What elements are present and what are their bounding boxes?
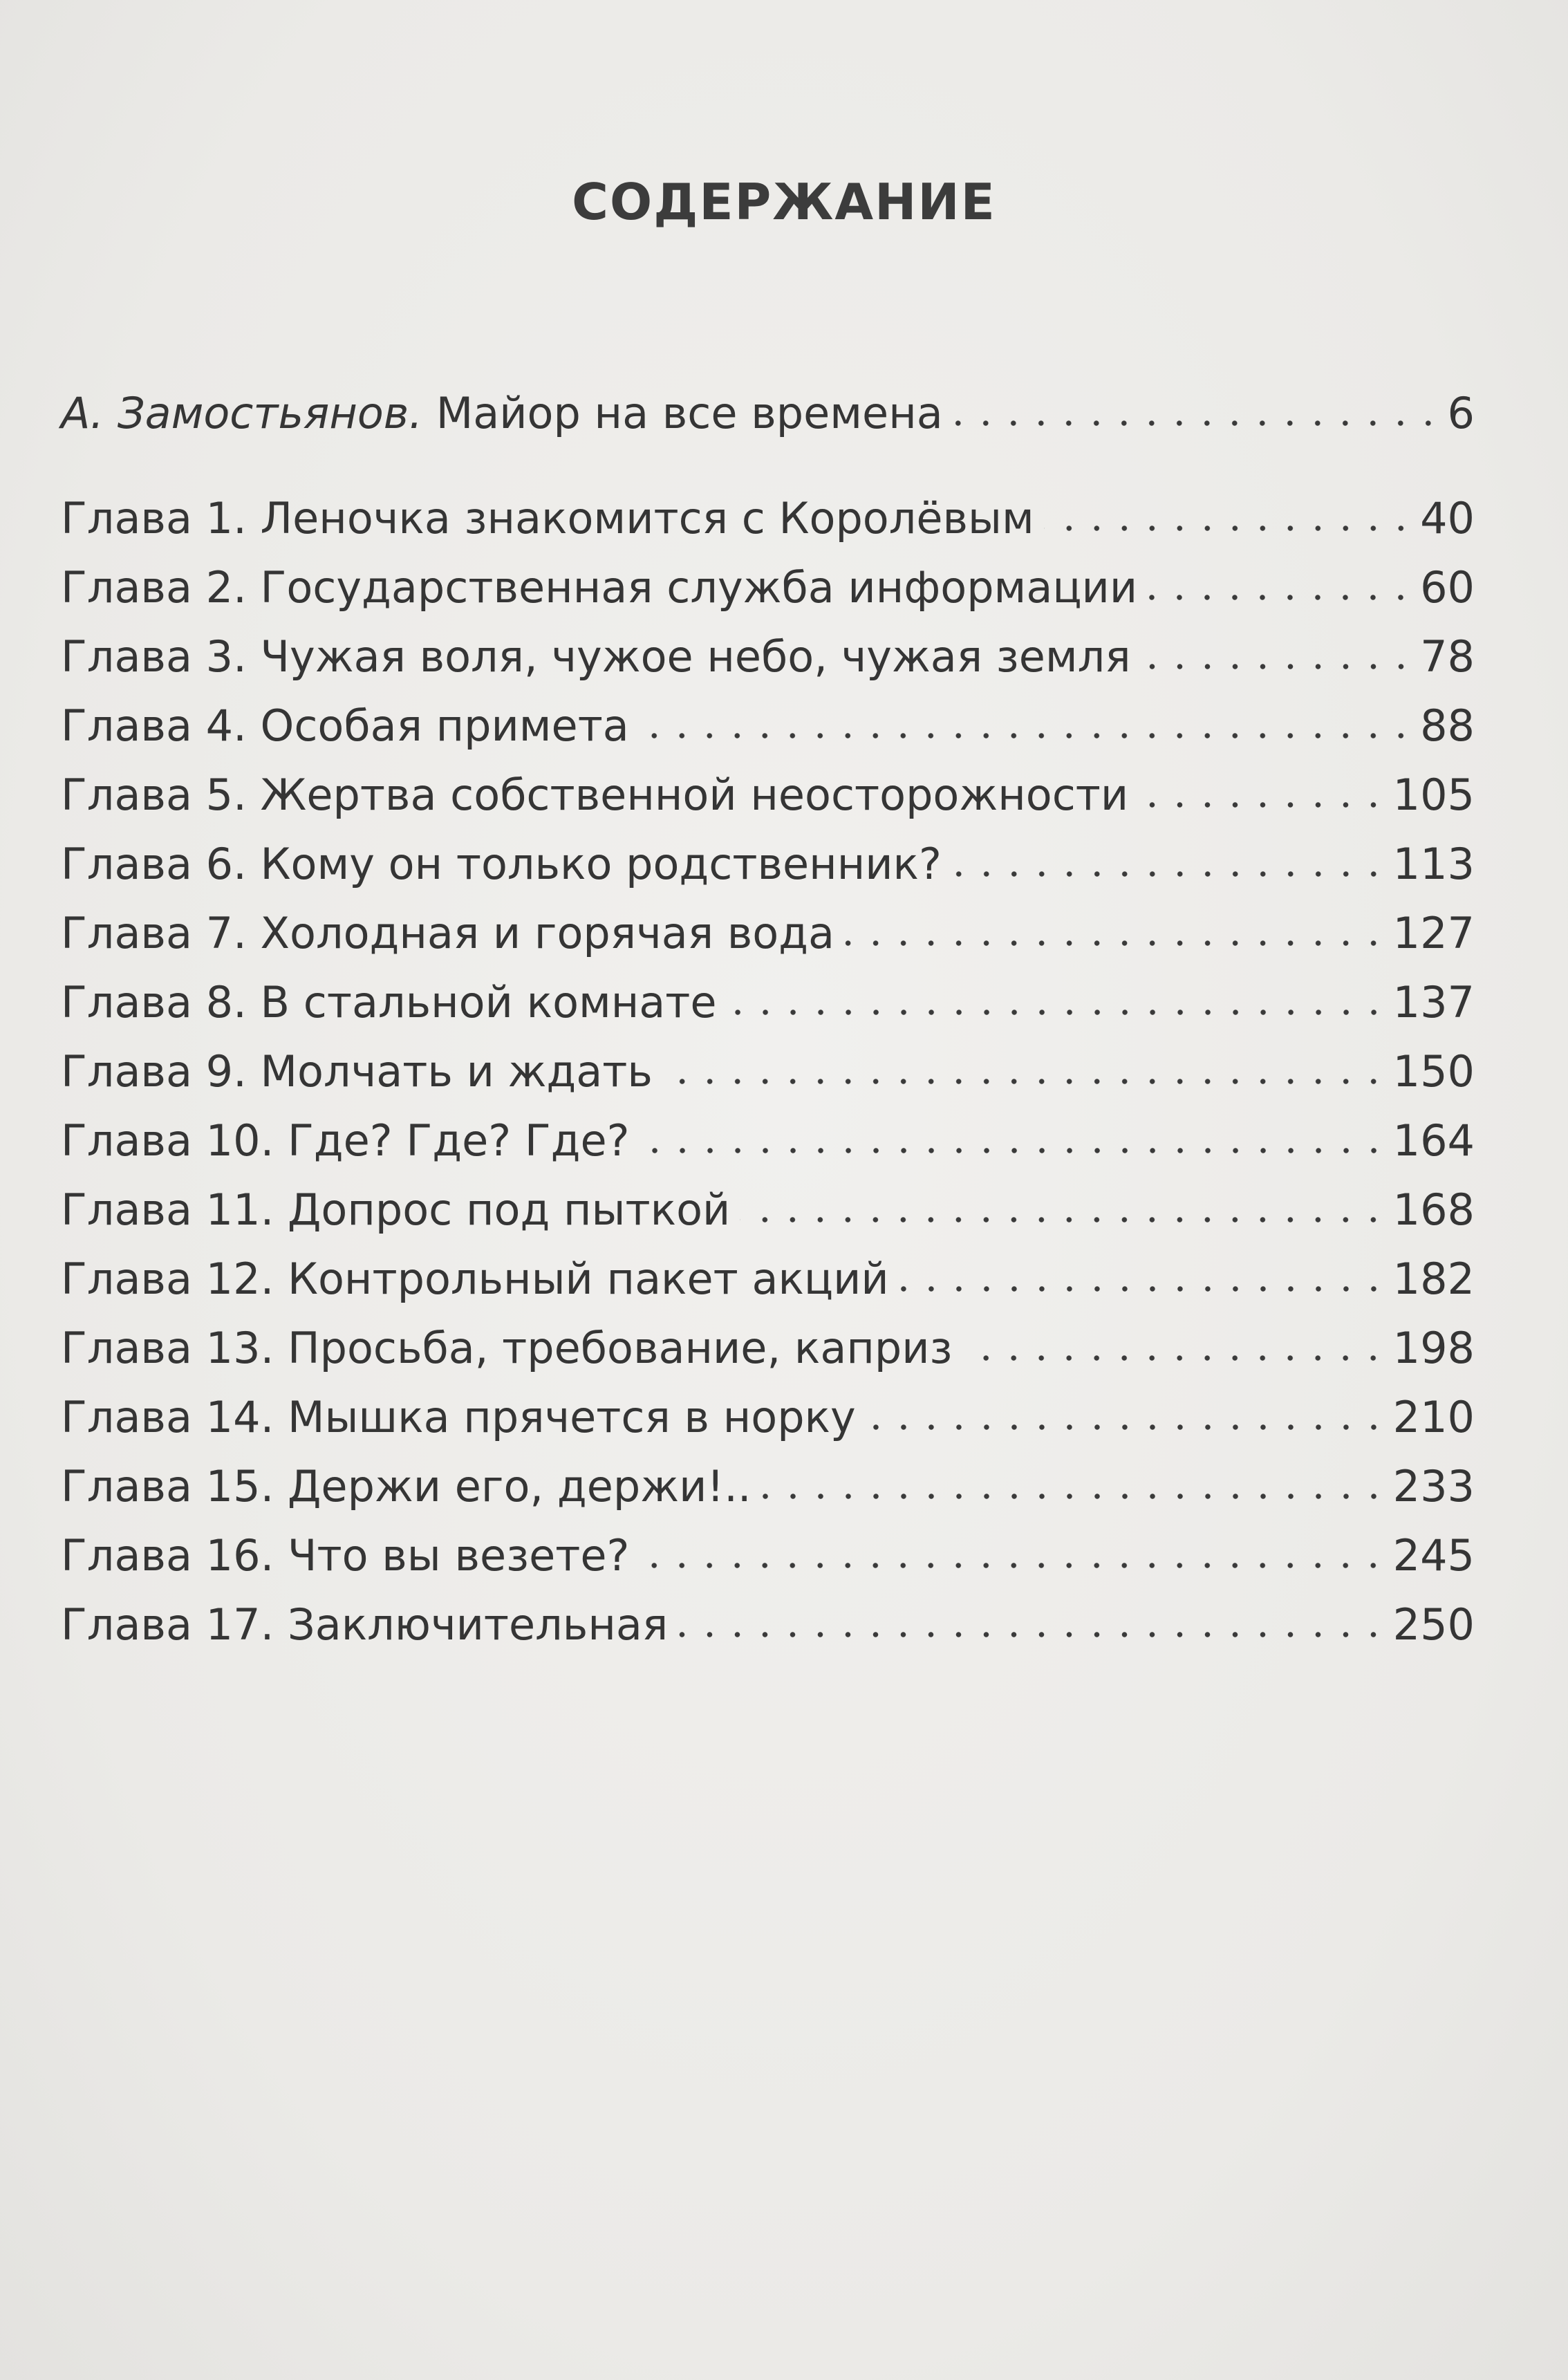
page-title: СОДЕРЖАНИЕ <box>572 173 996 231</box>
toc-chapter-entry <box>61 1590 1475 1660</box>
dot-leader <box>662 1079 1388 1084</box>
toc-page-number: 105 <box>1392 770 1475 820</box>
dot-leader <box>1138 802 1387 808</box>
toc-chapter-entry <box>61 1245 1475 1314</box>
toc-chapter-title: Глава 10. Где? Где? Где? <box>61 1115 630 1166</box>
toc-page-number: 60 <box>1420 562 1475 613</box>
toc-chapter-title: Глава 12. Контрольный пакет акций <box>61 1254 889 1304</box>
dot-leader <box>844 940 1388 946</box>
toc-chapter-title: Глава 5. Жертва собственной неосторожности <box>61 770 1129 820</box>
toc-page-number: 137 <box>1392 977 1475 1028</box>
toc-chapter-entry <box>61 553 1475 622</box>
toc-chapter-title: Глава 16. Что вы везете? <box>61 1530 630 1581</box>
toc-chapter-entry <box>61 1175 1475 1245</box>
toc-chapter-entry <box>61 830 1475 899</box>
toc-page-number: 40 <box>1420 493 1475 543</box>
table-of-contents <box>61 379 1475 1660</box>
toc-chapter-title: Глава 11. Допрос под пыткой <box>61 1184 731 1235</box>
toc-chapter-title: Глава 9. Молчать и ждать <box>61 1046 653 1097</box>
dot-leader <box>953 420 1442 426</box>
toc-chapter-title: Глава 1. Леночка знакомится с Королёвым <box>61 493 1034 543</box>
dot-leader <box>1044 526 1415 531</box>
toc-page-number: 164 <box>1392 1115 1475 1166</box>
toc-chapter-title: Глава 8. В стальной комнате <box>61 977 717 1028</box>
toc-chapter-title: Глава 6. Кому он только родственник? <box>61 839 942 889</box>
dot-leader <box>640 1148 1388 1153</box>
toc-chapter-entry <box>61 1452 1475 1521</box>
toc-chapter-title: Глава 4. Особая примета <box>61 700 629 751</box>
toc-chapter-entry <box>61 622 1475 691</box>
toc-intro-author: А. Замостьянов. <box>61 388 423 438</box>
toc-page-number: 150 <box>1392 1046 1475 1097</box>
dot-leader <box>962 1355 1387 1361</box>
toc-chapter-title: Глава 13. Просьба, требование, каприз <box>61 1323 953 1373</box>
toc-page-number: 6 <box>1447 388 1475 438</box>
dot-leader <box>678 1632 1387 1637</box>
toc-chapter-entry <box>61 484 1475 553</box>
toc-chapter-entry <box>61 1383 1475 1452</box>
toc-chapter-entry <box>61 1521 1475 1590</box>
toc-chapter-title: Глава 3. Чужая воля, чужое небо, чужая земля <box>61 631 1131 682</box>
toc-entry-text <box>61 379 953 448</box>
toc-page-number: 198 <box>1392 1323 1475 1373</box>
toc-page-number: 210 <box>1392 1392 1475 1442</box>
dot-leader <box>639 733 1415 738</box>
toc-page-number: 78 <box>1420 631 1475 682</box>
dot-leader <box>951 871 1388 877</box>
toc-page-number: 127 <box>1392 908 1475 958</box>
dot-leader <box>761 1494 1388 1499</box>
toc-chapter-entry <box>61 1106 1475 1175</box>
toc-chapter-entry <box>61 1314 1475 1383</box>
toc-chapter-title: Глава 7. Холодная и горячая вода <box>61 908 835 958</box>
dot-leader <box>639 1563 1387 1568</box>
dot-leader <box>866 1424 1388 1430</box>
toc-intro-title: Майор на все времена <box>422 388 943 438</box>
toc-page-number: 233 <box>1392 1461 1475 1512</box>
toc-page-number: 182 <box>1392 1254 1475 1304</box>
toc-chapter-title: Глава 15. Держи его, держи!.. <box>61 1461 752 1512</box>
toc-page-number: 113 <box>1392 839 1475 889</box>
toc-chapter-entry <box>61 691 1475 761</box>
dot-leader <box>740 1217 1387 1222</box>
toc-chapter-entry <box>61 899 1475 968</box>
toc-chapter-entry <box>61 1037 1475 1106</box>
toc-chapter-title: Глава 14. Мышка прячется в норку <box>61 1392 856 1442</box>
dot-leader <box>899 1286 1388 1292</box>
toc-chapter-entry <box>61 968 1475 1037</box>
toc-intro-entry <box>61 379 1475 448</box>
toc-page-number: 168 <box>1392 1184 1475 1235</box>
toc-chapter-entry <box>61 761 1475 830</box>
toc-page-number: 250 <box>1392 1599 1475 1650</box>
dot-leader <box>727 1010 1388 1015</box>
toc-page-number: 245 <box>1392 1530 1475 1581</box>
toc-page-number: 88 <box>1420 700 1475 751</box>
toc-chapter-title: Глава 17. Заключительная <box>61 1599 669 1650</box>
toc-chapter-title: Глава 2. Государственная служба информации <box>61 562 1138 613</box>
dot-leader <box>1141 664 1415 669</box>
dot-leader <box>1147 595 1415 600</box>
